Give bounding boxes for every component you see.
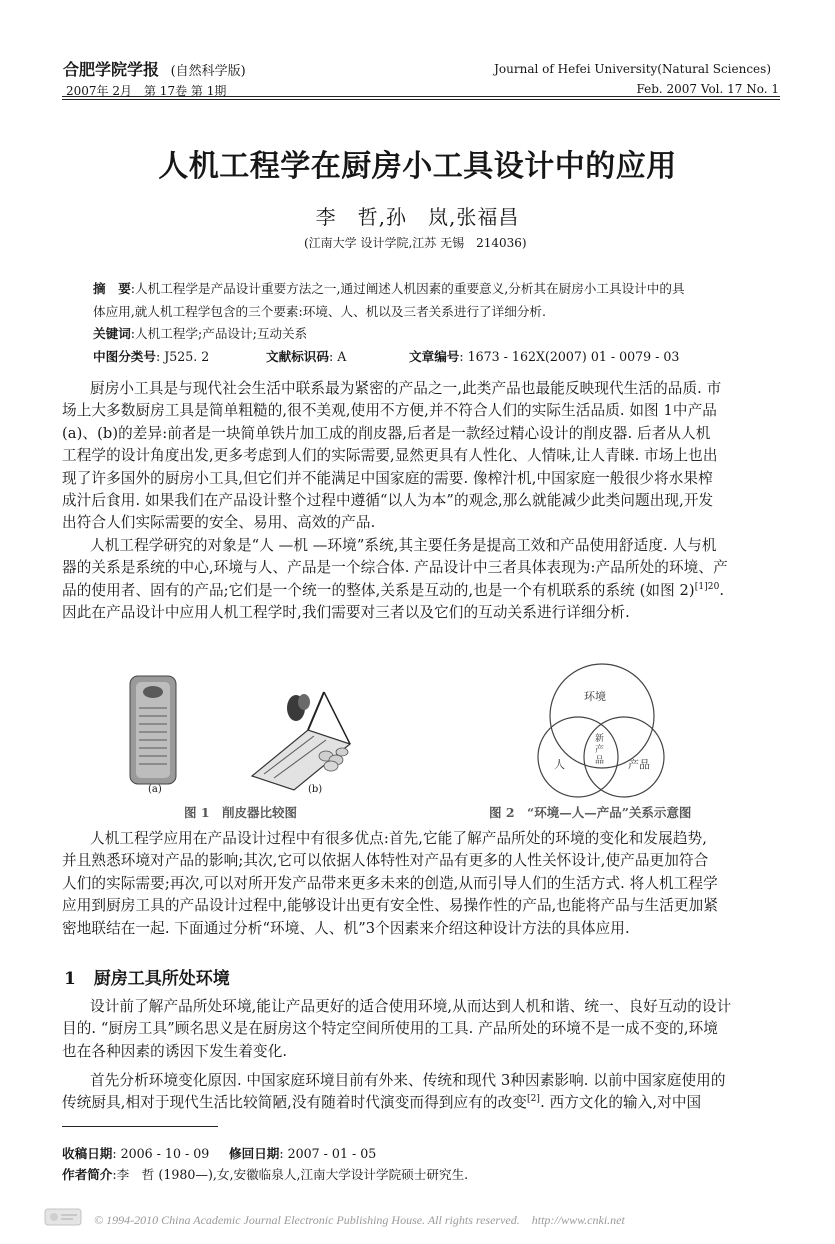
abstract-line-2: 体应用,就人机工程学包含的三个要素:环境、人、机以及三者关系进行了详细分析. <box>93 304 547 319</box>
paragraph-sec1-2: 首先分析环境变化原因. 中国家庭环境目前有外来、传统和现代 3种因素影响. 以前中国家庭使用的 传统厨具,相对于现代生活比较简陋,没有随着时代演变而得到应有的改变[2]. 西方文化的输入,对中国 <box>62 1072 726 1112</box>
citation: [1]20 <box>694 581 720 592</box>
article-title: 人机工程学在厨房小工具设计中的应用 <box>158 149 677 184</box>
section-1-heading <box>64 964 230 989</box>
venn-label-product: 产品 <box>628 758 650 771</box>
circle-person <box>538 717 618 797</box>
journal-edition: (自然科学版) <box>170 64 246 79</box>
figure-1-caption: 图 1 削皮器比较图 <box>184 805 298 820</box>
section-1-title: 厨房工具所处环境 <box>93 969 230 989</box>
header-rule <box>62 96 780 97</box>
document-code: 文献标识码: A <box>266 349 347 364</box>
issue-info-cn: 2007年 2月 第 17卷 第 1期 <box>66 84 227 98</box>
venn-label-center-1: 新 <box>595 734 605 744</box>
paragraph-sec1-1: 设计前了解产品所处环境,能让产品更好的适合使用环境,从而达到人机和谐、统一、良好互动的设计 目的. “厨房工具”顾名思义是在厨房这个特定空间所使用的工具. 产品所处的环境不是一成不变的,环境 也在各种因素的诱因下发生着变化. <box>62 998 732 1060</box>
header-rule-thin <box>62 99 780 100</box>
received-date: 收稿日期: 2006 - 10 - 09 <box>62 1146 210 1161</box>
section-1-number: 1 <box>64 969 76 989</box>
venn-label-center-3: 品 <box>595 756 605 766</box>
paragraph-intro-2: 人机工程学研究的对象是“人 —机 —环境”系统,其主要任务是提高工效和产品使用舒适度. 人与机 器的关系是系统的中心,环境与人、产品是一个综合体. 产品设计中三者具体表现为:产品所处的环境、产 品的使用者、固有的产品;它们是一个统一的整体,关系是互动的,也是一个有机联系的系统 (如图 2)$^{[1]20}$. 因此在产品设计中应用人机工程学时,我们需要对三者以及它们的互动关系进行详细分析. <box>62 537 728 622</box>
keywords: 关键词:人机工程学;产品设计;互动关系 <box>93 326 308 341</box>
clc-number: 中图分类号: J525. 2 <box>93 349 210 364</box>
paragraph-intro-1: 厨房小工具是与现代社会生活中联系最为紧密的产品之一,此类产品也最能反映现代生活的品质. 市 场上大多数厨房工具是简单粗糙的,很不美观,使用不方便,并不符合人们的实际生活品质. 如图 1中产品 (a)、(b)的差异:前者是一块简单铁片加工成的削皮器,后者是一款经过精心设计的削皮器. 后者从人机 工程学的设计角度出发,更多考虑到人们的实际需要,显然更具有人性化、人情味,让人青睐. 市场上也出 现了许多国外的厨房小工具,但它们并不能满足中国家庭的需要. 像榨汁机,中国家庭一般很少将水果榨 成汁后食用. 如果我们在产品设计整个过程中遵循“以人为本”的观念,那么就能减少此类问题出现,开发 出符合人们实际需要的安全、易用、高效的产品. <box>62 380 722 532</box>
figure-2-venn <box>520 660 680 800</box>
citation: [2] <box>527 1094 541 1105</box>
paragraph-intro-3: 人机工程学应用在产品设计过程中有很多优点:首先,它能了解产品所处的环境的变化和发展趋势, 并且熟悉环境对产品的影响;其次,它可以依据人体特性对产品有更多的人性关怀设计,使产品更加符合 人们的实际需要;再次,可以对所开发产品带来更多未来的创造,从而引导人们的生活方式. 将人机工程学 应用到厨房工具的产品设计过程中,能够设计出更有安全性、易操作性的产品,也能将产品与生活更加紧 密地联结在一起. 下面通过分析“环境、人、机”3个因素来介绍这种设计方法的具体应用. <box>62 830 719 937</box>
figure-1-label-a: (a) <box>148 784 162 795</box>
issue-info-en: Feb. 2007 Vol. 17 No. 1 <box>636 82 779 96</box>
peeler-a-image <box>130 676 176 784</box>
keywords-label: 关键词 <box>93 326 131 341</box>
figure-2 <box>520 660 680 800</box>
figure-2-caption: 图 2 “环境—人—产品”关系示意图 <box>489 805 692 820</box>
figure-1 <box>112 672 372 822</box>
journal-name-en: Journal of Hefei University(Natural Sciences) <box>494 62 771 76</box>
abstract-label: 摘 要 <box>93 281 131 296</box>
figure-1-label-b: (b) <box>308 784 323 795</box>
abstract-line-1: 摘 要:人机工程学是产品设计重要方法之一,通过阐述人机因素的重要意义,分析其在厨房小工具设计中的具 <box>93 281 685 296</box>
authors: 李 哲,孙 岚,张福昌 <box>315 205 520 229</box>
affiliation: (江南大学 设计学院,江苏 无锡 214036) <box>304 236 527 250</box>
copyright-notice: © 1994-2010 China Academic Journal Electronic Publishing House. All rights reserved. http://www.cnki.net <box>94 1213 625 1227</box>
peeler-b-image <box>252 692 350 790</box>
footnote-rule <box>62 1126 218 1127</box>
article-number: 文章编号: 1673 - 162X(2007) 01 - 0079 - 03 <box>409 349 680 364</box>
figure-1-photos <box>112 672 372 802</box>
venn-label-person: 人 <box>554 758 565 771</box>
author-bio: 作者简介:李 哲 (1980—),女,安徽临泉人,江南大学设计学院硕士研究生. <box>62 1167 469 1182</box>
venn-label-environment: 环境 <box>584 690 606 703</box>
venn-label-center-2: 产 <box>595 745 605 755</box>
revised-date: 修回日期: 2007 - 01 - 05 <box>229 1146 377 1161</box>
cnki-logo <box>44 1206 82 1228</box>
journal-name-cn: 合肥学院学报 (自然科学版) <box>63 60 246 79</box>
